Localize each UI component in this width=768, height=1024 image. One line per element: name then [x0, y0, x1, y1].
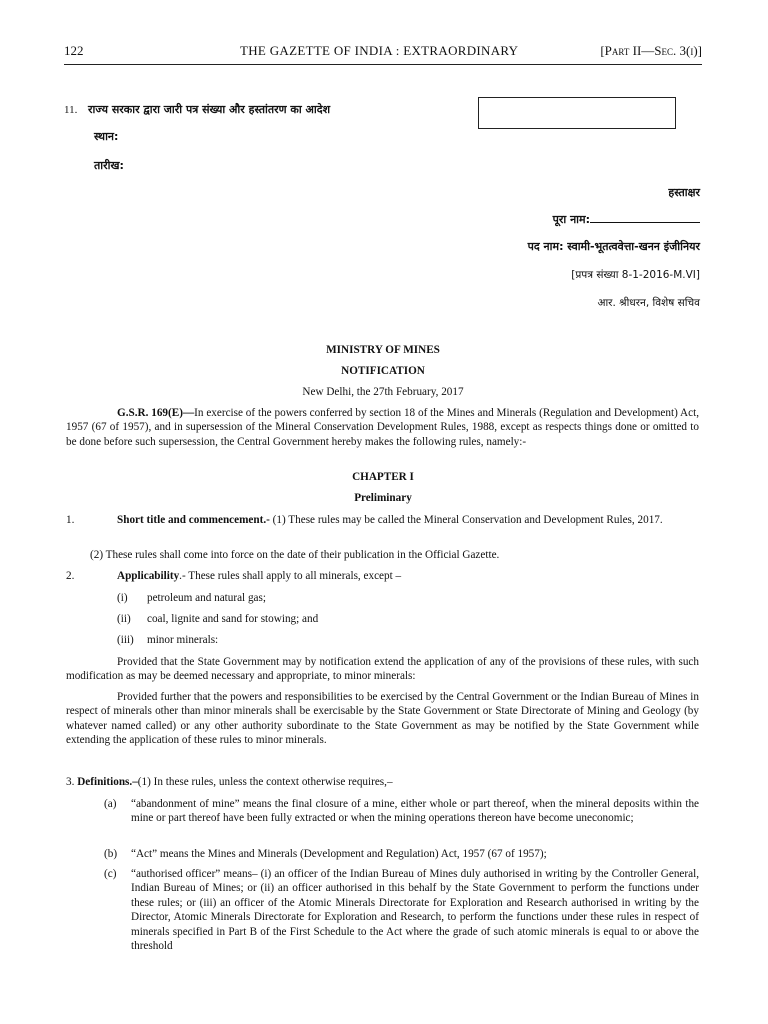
- rule1-body: (1) These rules may be called the Mineral Conservation and Development Rules, 2017.: [269, 514, 663, 526]
- full-name-label: पूरा नाम:: [552, 213, 590, 226]
- gsr-text: In exercise of the powers conferred by section 18 of the Mines and Minerals (Regulation and Development) Act, 1957 (67 of 1957), and in supersession of the Mineral Conservation Development Rules, 1988, except as respects things done or omitted to be done before such supersession, the Central Government hereby makes the following rules, namely:-: [66, 407, 700, 448]
- header-rule: [64, 64, 702, 65]
- page-number: 122: [64, 43, 84, 58]
- part-section: [Part II—Sec. 3(i)]: [600, 43, 702, 58]
- rule3-body: (1) In these rules, unless the context otherwise requires,–: [137, 776, 393, 788]
- definition-num: (b): [104, 848, 118, 860]
- rule3-number: 3.: [66, 776, 75, 788]
- definition-num: (a): [104, 798, 117, 810]
- definition-text: “Act” means the Mines and Minerals (Development and Regulation) Act, 1957 (67 of 1957);: [131, 848, 547, 860]
- rule2-number: 2.: [66, 570, 75, 582]
- form-item-text: राज्य सरकार द्वारा जारी पत्र संख्या और हस्तांतरण का आदेश: [88, 103, 331, 116]
- notification-date: New Delhi, the 27th February, 2017: [302, 386, 464, 398]
- rule2-item-text: coal, lignite and sand for stowing; and: [147, 613, 319, 625]
- rule2-item-text: petroleum and natural gas;: [147, 592, 266, 604]
- rule2-heading: Applicability: [117, 570, 180, 582]
- proviso-1: Provided that the State Government may by notification extend the application of any of the provisions of these rules, with such modification as may be deemed necessary and appropriate, to minor minerals:: [66, 656, 699, 683]
- chapter-title: Preliminary: [354, 492, 412, 504]
- rule2-body: .- These rules shall apply to all minerals, except –: [179, 570, 402, 582]
- definition-text: “abandonment of mine” means the final closure of a mine, either whole or part thereof, when the mineral deposits within the mine or part thereof have been fully extracted or when the mining operations thereon have become uneconomic;: [131, 798, 699, 825]
- rule3-line: [66, 775, 393, 789]
- place-label: स्थान:: [94, 130, 119, 143]
- ministry-heading: MINISTRY OF MINES: [326, 344, 440, 356]
- rule2-item-num: (iii): [117, 634, 134, 646]
- designation-label: पद नाम: स्वामी-भूतत्ववेत्ता-खनन इंजीनियर: [527, 240, 700, 253]
- proviso-2: Provided further that the powers and responsibilities to be exercised by the Central Government or the Indian Bureau of Mines in respect of minerals other than minor minerals shall be exercisable by the State Government or State Directorate of Mining and Geology (by whatever named called) or any other authority subordinate to the State Government as may be notified by the State Government while extending the application of these rules to minor minerals.: [66, 691, 699, 747]
- rule2-text: [117, 569, 401, 583]
- rule1-text: [117, 513, 699, 527]
- date-label: तारीख:: [94, 159, 124, 172]
- gazette-title: THE GAZETTE OF INDIA : EXTRAORDINARY: [240, 43, 519, 58]
- definition-text: “authorised officer” means– (i) an officer of the Indian Bureau of Mines duly authorised in writing by the Controller General, Indian Bureau of Mines; or (ii) an officer authorised in this behalf by the State Government to perform the functions under these rules; or (iii) an officer of the Atomic Minerals Directorate for Exploration and Research authorised in writing by the Director, Atomic Minerals Directorate for Exploration and Research, to perform the functions under these rules in respect of minerals specified in Part B of the First Schedule to the Act where the grade of such atomic minerals is equal to or above the threshold: [131, 868, 699, 953]
- file-number: [प्रपत्र संख्या 8-1-2016-M.VI]: [571, 269, 700, 281]
- rule3-heading: Definitions.–: [77, 776, 138, 788]
- full-name-line: [553, 212, 700, 227]
- form-entry-box: [478, 97, 676, 129]
- signature-label: हस्ताक्षर: [668, 186, 700, 199]
- full-name-blank: [590, 212, 700, 223]
- definition-num: (c): [104, 868, 117, 880]
- form-item-number: 11.: [64, 104, 78, 116]
- signatory-name: आर. श्रीधरन, विशेष सचिव: [597, 297, 700, 309]
- rule1-number: 1.: [66, 514, 75, 526]
- rule1-subrule2: (2) These rules shall come into force on the date of their publication in the Official Gazette.: [90, 549, 500, 561]
- rule2-item-text: minor minerals:: [147, 634, 219, 646]
- rule1-heading: Short title and commencement.-: [117, 514, 270, 526]
- rule2-item-num: (i): [117, 592, 128, 604]
- notification-heading: NOTIFICATION: [341, 365, 425, 377]
- chapter-heading: CHAPTER I: [352, 471, 414, 483]
- gsr-paragraph: [66, 406, 699, 449]
- rule2-item-num: (ii): [117, 613, 131, 625]
- gsr-id: G.S.R. 169(E)—: [117, 407, 195, 419]
